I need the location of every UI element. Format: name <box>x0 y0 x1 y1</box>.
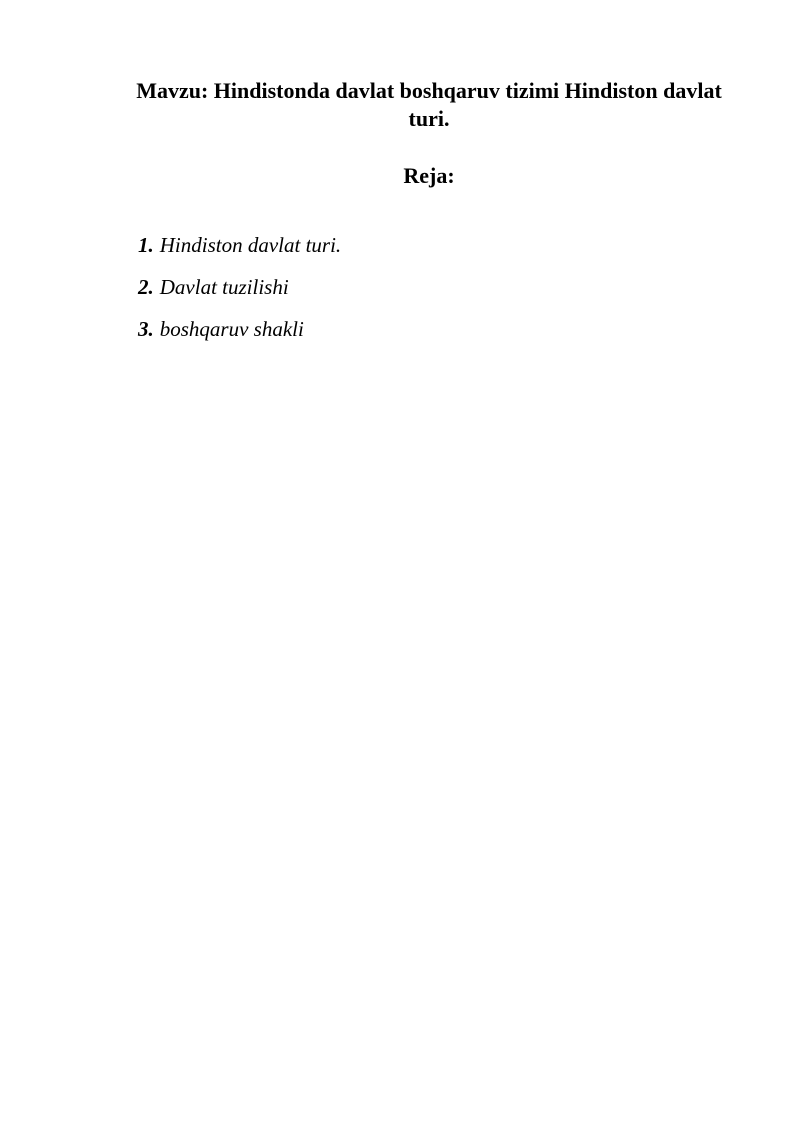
plan-item <box>138 230 341 272</box>
plan-heading: Reja: <box>403 163 455 188</box>
plan-item-number: 1. <box>138 233 154 257</box>
document-title: Mavzu: Hindistonda davlat boshqaruv tizimi Hindiston davlat turi. <box>136 78 722 131</box>
plan-item <box>138 272 341 314</box>
plan-list <box>138 230 341 356</box>
plan-item-text: Hindiston davlat turi. <box>159 233 342 257</box>
plan-item <box>138 314 341 356</box>
plan-item-text: boshqaruv shakli <box>159 317 304 341</box>
plan-item-text: Davlat tuzilishi <box>159 275 289 299</box>
plan-item-number: 3. <box>138 317 154 341</box>
plan-item-number: 2. <box>138 275 154 299</box>
